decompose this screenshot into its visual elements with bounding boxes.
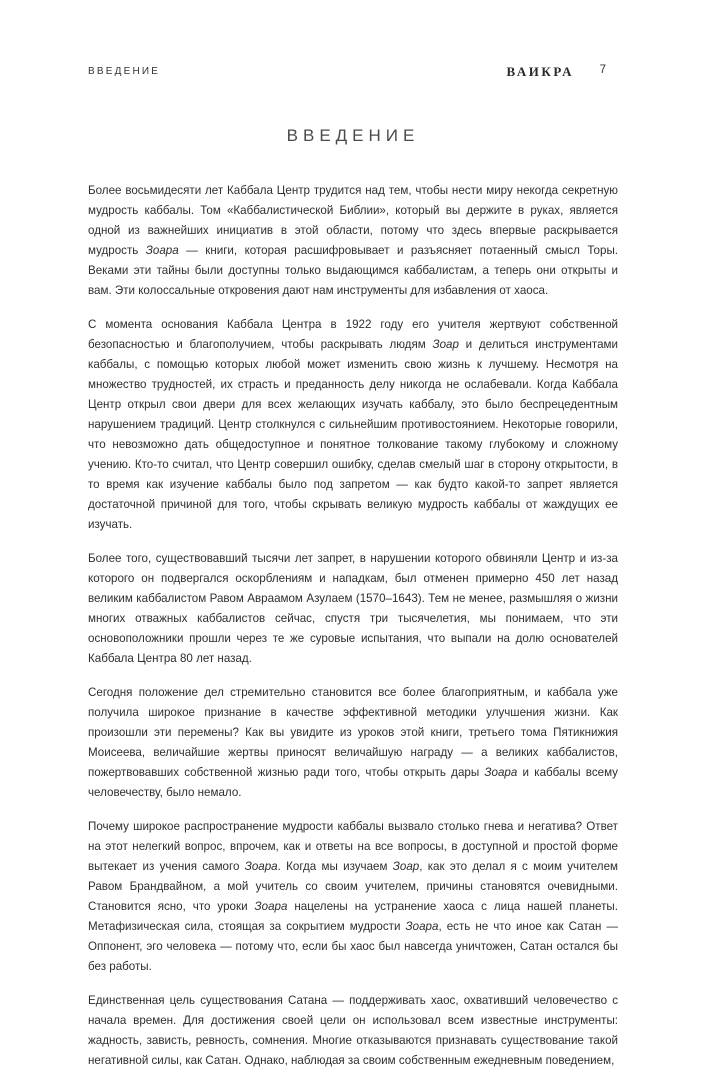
text-run: — книги, которая расшифровывает и разъясняет потаенный смысл Торы. Веками эти тайны были доступны только выдающимся каббалистам, а теперь они открыты и вам. Эти колоссальные откровения дают нам инструменты для избавления от хаоса. (88, 244, 618, 297)
paragraph-2 (88, 315, 618, 535)
running-head-book-title: ВАИКРА (506, 64, 574, 79)
italic-term: Зоар (392, 860, 420, 873)
text-run: Почему широкое распространение мудрости каббалы вызвало столько гнева и негатива? Ответ на этот нелегкий вопрос, впрочем, как и ответы на все вопросы, в доступной и простой форме вытекает из учения самого (88, 820, 618, 873)
text-run: нацелены на устранение хаоса с лица нашей планеты. Метафизическая сила, стоящая за сокрытием мудрости (88, 900, 618, 933)
running-head (88, 64, 618, 80)
text-run: . Когда мы изучаем (277, 860, 393, 873)
page-number: 7 (599, 64, 606, 76)
italic-term: Зоара (244, 860, 278, 873)
paragraph-3 (88, 549, 618, 669)
italic-term: Зоара (484, 766, 518, 779)
text-run: Более того, существовавший тысячи лет запрет, в нарушении которого обвиняли Центр и из-за которого он подвергался оскорблениям и нападкам, был отменен примерно 450 лет назад великим каббалистом Равом Авраамом Азулаем (1570–1643). Тем не менее, размышляя о жизни многих отважных каббалистов сейчас, спустя три тысячелетия, мы понимаем, что эти основоположники прошли через те же суровые испытания, что выпали на долю основателей Каббала Центра 80 лет назад. (88, 552, 618, 665)
paragraph-6 (88, 991, 618, 1071)
text-run: С момента основания Каббала Центра в 1922 году его учителя жертвуют собственной безопасностью и благополучием, чтобы раскрывать людям (88, 318, 618, 351)
paragraph-1 (88, 181, 618, 301)
paragraph-5 (88, 817, 618, 977)
text-run: и делиться инструментами каббалы, с помощью которых любой может изменить свою жизнь к лучшему. Несмотря на множество трудностей, их страсть и преданность делу никогда не ослабевали. Когда Каббала Центр открыл свои двери для всех желающих изучать каббалу, это было беспрецедентным нарушением традиций. Центр столкнулся с сильнейшим противостоянием. Некоторые говорили, что невозможно дать общедоступное и понятное толкование такому глубокому и сложному учению. Кто-то считал, что Центр совершил ошибку, сделав смелый шаг в сторону открытости, в то время как изучение каббалы было под запретом — как будто какой-то запрет является достаточной причиной для того, чтобы скрывать великую мудрость каббалы от жаждущих ее изучать. (88, 338, 619, 531)
running-head-section: ВВЕДЕНИЕ (88, 66, 161, 77)
italic-term: Зоар (432, 338, 459, 351)
text-run: , как это делал я с моим учителем Равом Брандвайном, а мой учитель со своим учителем, причины становятся очевидными. Становится ясно, что уроки (88, 860, 618, 913)
text-run: и каббалы всему человечеству, было немало. (88, 766, 618, 799)
chapter-title: ВВЕДЕНИЕ (286, 126, 420, 145)
text-run: , есть не что иное как Сатан — Оппонент, эго человека — потому что, если бы хаос был навсегда уничтожен, Сатан остался бы без работы. (88, 920, 619, 973)
text-run: Единственная цель существования Сатана — поддерживать хаос, охвативший человечество с начала времен. Для достижения своей цели он использовал всем известные инструменты: жадность, зависть, ревность, сомнения. Многие отказываются признавать существование такой негативной силы, как Сатан. Однако, наблюдая за своим собственным ежедневным поведением, (88, 994, 618, 1067)
paragraph-4 (88, 683, 618, 803)
italic-term: Зоара (145, 244, 179, 257)
body-text (88, 181, 618, 1071)
text-run: Более восьмидесяти лет Каббала Центр трудится над тем, чтобы нести миру некогда секретную мудрость каббалы. Том «Каббалистической Библии», который вы держите в руках, является одной из важнейших инициатив в этой области, потому что здесь впервые раскрывается мудрость (88, 184, 618, 257)
italic-term: Зоара (254, 900, 288, 913)
text-run: Сегодня положение дел стремительно становится все более благоприятным, и каббала уже получила широкое признание в качестве эффективной методики улучшения жизни. Как произошли эти перемены? Как вы увидите из уроков этой книги, третьего тома Пятикнижия Моисеева, величайшие жертвы приносят величайшую награду — а великих каббалистов, пожертвовавших собственной жизнью ради того, чтобы открыть дары (88, 686, 618, 779)
italic-term: Зоара (405, 920, 439, 933)
